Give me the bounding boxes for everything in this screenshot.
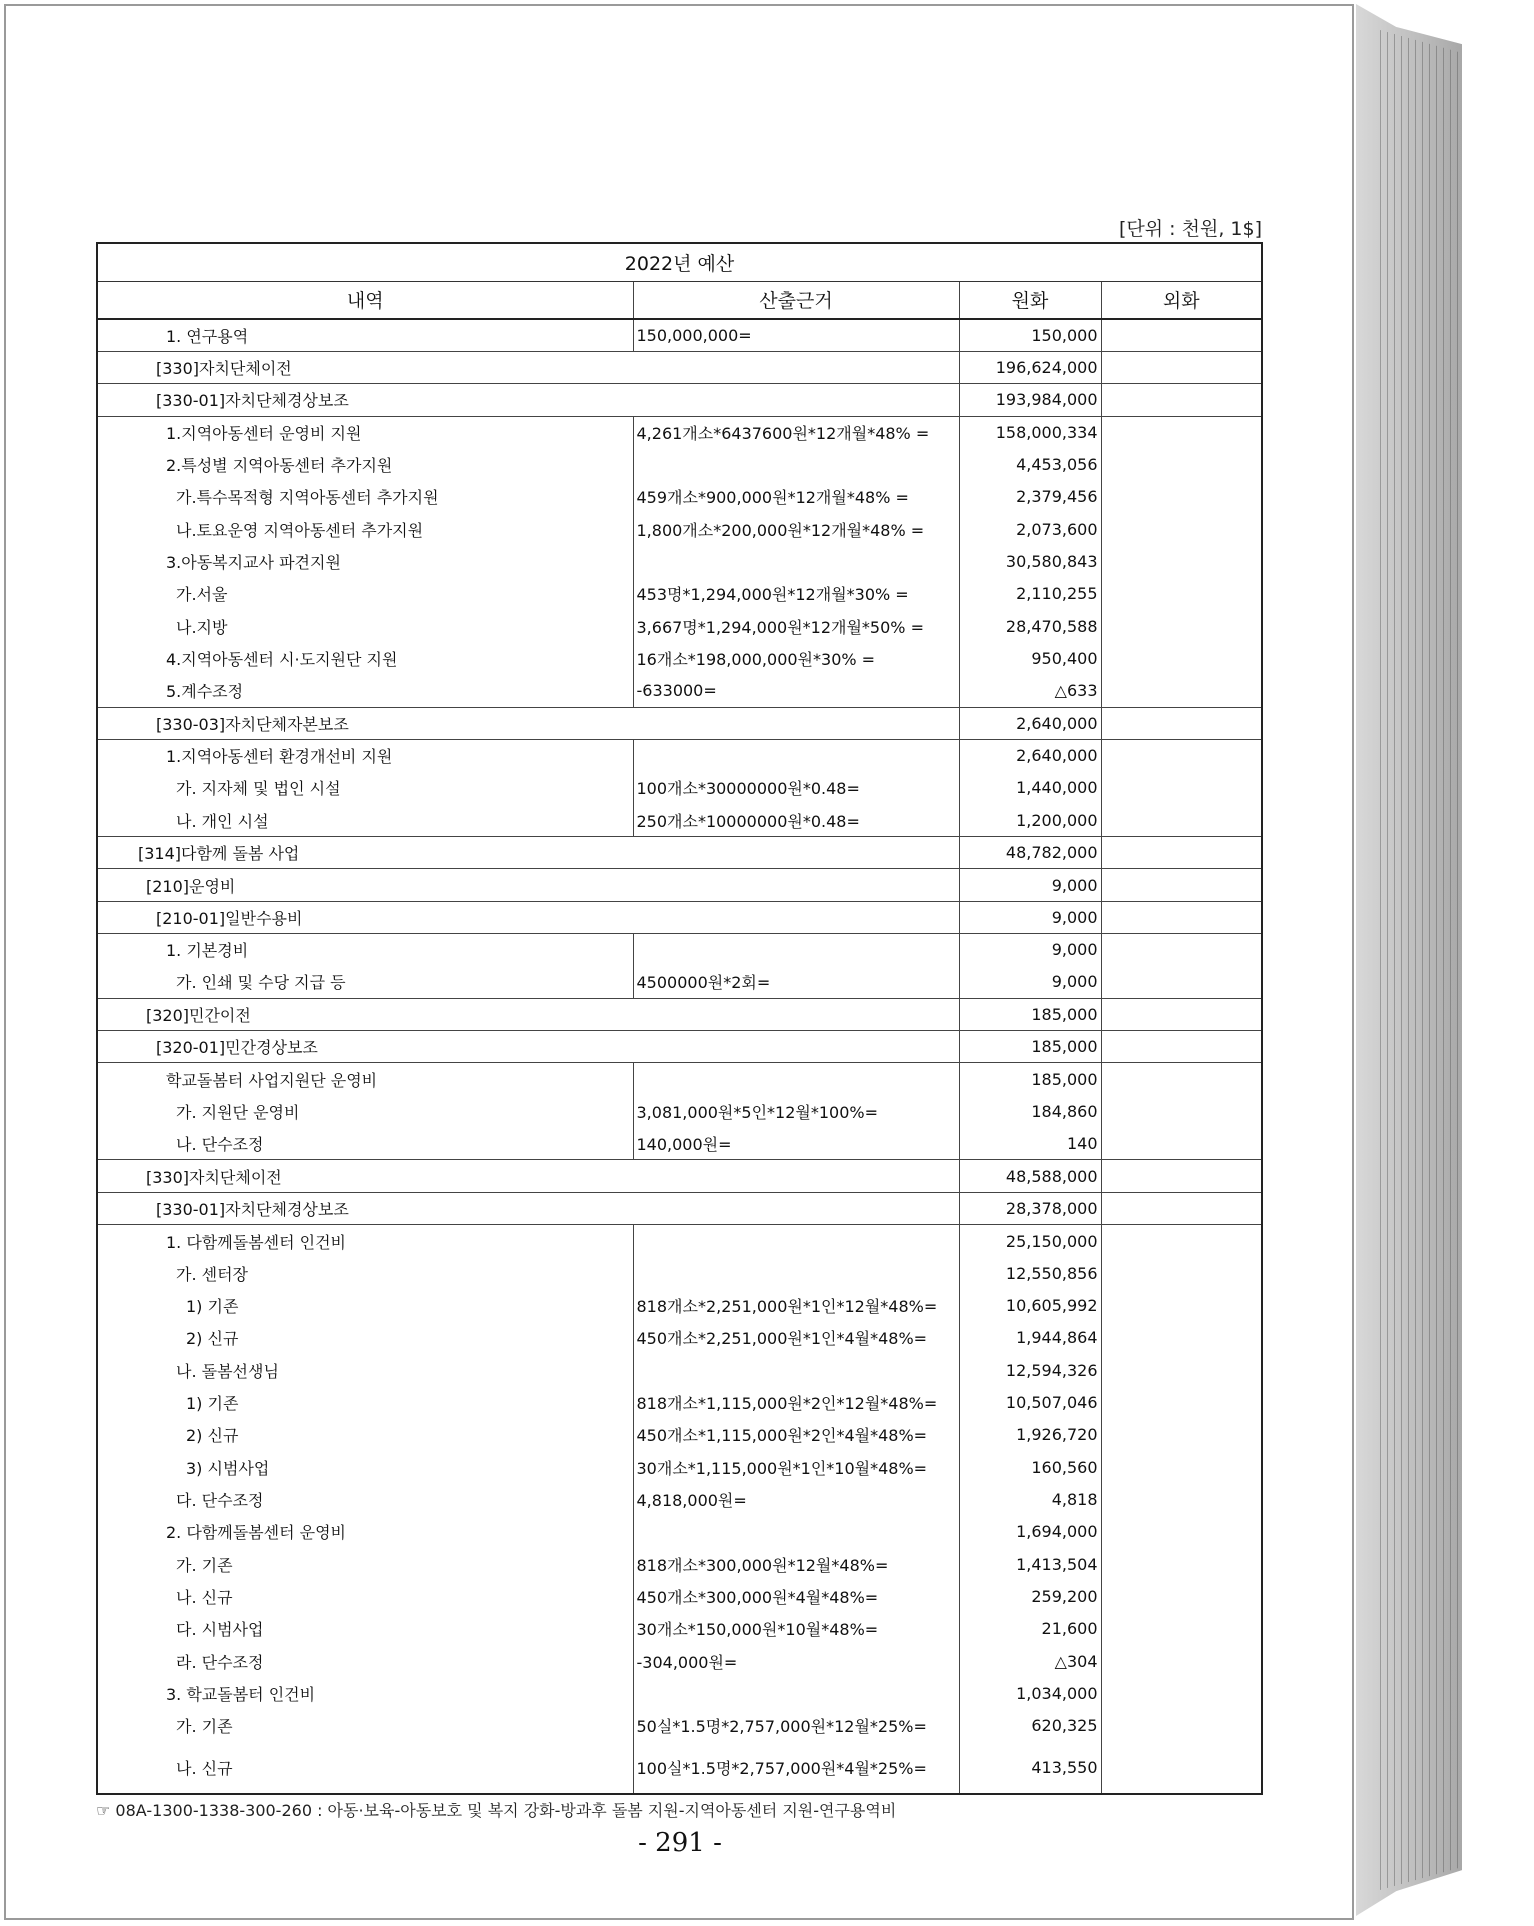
budget-table-body [97, 319, 1262, 1794]
table-row [97, 416, 1262, 448]
row-krw-amount: 9,000 [959, 901, 1101, 933]
table-row [97, 1613, 1262, 1645]
table-row [97, 1095, 1262, 1127]
row-basis: 459개소*900,000원*12개월*48% = [633, 481, 959, 513]
table-row [97, 1516, 1262, 1548]
row-foreign-amount [1101, 1225, 1262, 1257]
row-foreign-amount [1101, 837, 1262, 869]
row-basis: 1,800개소*200,000원*12개월*48% = [633, 513, 959, 545]
row-item: [320]민간이전 [97, 998, 959, 1030]
row-basis [633, 448, 959, 480]
row-foreign-amount [1101, 578, 1262, 610]
row-foreign-amount [1101, 934, 1262, 966]
row-krw-amount: 48,588,000 [959, 1160, 1101, 1192]
row-item: 2) 신규 [97, 1322, 633, 1354]
row-item: [330]자치단체이전 [97, 1160, 959, 1192]
row-foreign-amount [1101, 1419, 1262, 1451]
unit-label: [단위 : 천원, 1$] [1119, 218, 1262, 240]
row-item: 1. 연구용역 [97, 319, 633, 351]
row-item: 나.토요운영 지역아동센터 추가지원 [97, 513, 633, 545]
row-item: 가. 지원단 운영비 [97, 1095, 633, 1127]
row-foreign-amount [1101, 513, 1262, 545]
row-item: 나. 단수조정 [97, 1128, 633, 1160]
table-row [97, 1289, 1262, 1321]
table-row [97, 1451, 1262, 1483]
row-foreign-amount [1101, 448, 1262, 480]
row-foreign-amount [1101, 642, 1262, 674]
row-foreign-amount [1101, 1451, 1262, 1483]
table-row [97, 1580, 1262, 1612]
row-foreign-amount [1101, 1645, 1262, 1677]
row-krw-amount: 1,440,000 [959, 772, 1101, 804]
row-foreign-amount [1101, 1613, 1262, 1645]
table-row [97, 1742, 1262, 1794]
row-foreign-amount [1101, 1580, 1262, 1612]
row-basis: 450개소*1,115,000원*2인*4월*48%= [633, 1419, 959, 1451]
row-item: 1. 다함께돌봄센터 인건비 [97, 1225, 633, 1257]
row-krw-amount: 185,000 [959, 1063, 1101, 1095]
row-krw-amount: 2,379,456 [959, 481, 1101, 513]
table-row [97, 1160, 1262, 1192]
row-item: 가.서울 [97, 578, 633, 610]
row-foreign-amount [1101, 739, 1262, 771]
table-row [97, 481, 1262, 513]
row-item: 나. 신규 [97, 1580, 633, 1612]
row-foreign-amount [1101, 384, 1262, 416]
row-item: 2.특성별 지역아동센터 추가지원 [97, 448, 633, 480]
row-foreign-amount [1101, 772, 1262, 804]
row-krw-amount: 21,600 [959, 1613, 1101, 1645]
row-basis: 818개소*2,251,000원*1인*12월*48%= [633, 1289, 959, 1321]
row-krw-amount: 196,624,000 [959, 351, 1101, 383]
row-basis [633, 934, 959, 966]
row-item: [330]자치단체이전 [97, 351, 959, 383]
table-row [97, 901, 1262, 933]
row-krw-amount: 1,926,720 [959, 1419, 1101, 1451]
row-foreign-amount [1101, 481, 1262, 513]
col-header-krw: 원화 [959, 281, 1101, 319]
row-krw-amount: 185,000 [959, 1031, 1101, 1063]
row-krw-amount: 1,944,864 [959, 1322, 1101, 1354]
row-foreign-amount [1101, 707, 1262, 739]
table-row [97, 351, 1262, 383]
row-basis: 818개소*300,000원*12월*48%= [633, 1548, 959, 1580]
row-item: 4.지역아동센터 시·도지원단 지원 [97, 642, 633, 674]
row-krw-amount: 9,000 [959, 934, 1101, 966]
table-row [97, 675, 1262, 707]
row-item: [330-01]자치단체경상보조 [97, 384, 959, 416]
row-foreign-amount [1101, 1063, 1262, 1095]
row-item: 1) 기존 [97, 1289, 633, 1321]
row-item: 가.특수목적형 지역아동센터 추가지원 [97, 481, 633, 513]
row-item: 가. 기존 [97, 1710, 633, 1742]
row-item: 1.지역아동센터 운영비 지원 [97, 416, 633, 448]
row-basis [633, 1257, 959, 1289]
table-row [97, 998, 1262, 1030]
row-item: 다. 단수조정 [97, 1483, 633, 1515]
row-foreign-amount [1101, 416, 1262, 448]
row-krw-amount: 413,550 [959, 1742, 1101, 1794]
row-item: 1. 기본경비 [97, 934, 633, 966]
row-item: [210]운영비 [97, 869, 959, 901]
row-item: 학교돌봄터 사업지원단 운영비 [97, 1063, 633, 1095]
row-foreign-amount [1101, 1483, 1262, 1515]
row-foreign-amount [1101, 1257, 1262, 1289]
row-krw-amount: 10,507,046 [959, 1386, 1101, 1418]
row-krw-amount: 1,694,000 [959, 1516, 1101, 1548]
row-item: 라. 단수조정 [97, 1645, 633, 1677]
row-krw-amount: 2,640,000 [959, 707, 1101, 739]
row-krw-amount: 4,453,056 [959, 448, 1101, 480]
row-item: 3) 시범사업 [97, 1451, 633, 1483]
table-row [97, 1419, 1262, 1451]
row-basis: 100실*1.5명*2,757,000원*4월*25%= [633, 1742, 959, 1794]
table-row [97, 1063, 1262, 1095]
row-basis: 818개소*1,115,000원*2인*12월*48%= [633, 1386, 959, 1418]
row-foreign-amount [1101, 610, 1262, 642]
row-foreign-amount [1101, 1160, 1262, 1192]
row-krw-amount: 150,000 [959, 319, 1101, 351]
table-row [97, 1257, 1262, 1289]
row-krw-amount: 10,605,992 [959, 1289, 1101, 1321]
row-item: 2) 신규 [97, 1419, 633, 1451]
row-foreign-amount [1101, 901, 1262, 933]
row-foreign-amount [1101, 319, 1262, 351]
row-krw-amount: 184,860 [959, 1095, 1101, 1127]
table-row [97, 707, 1262, 739]
row-foreign-amount [1101, 1516, 1262, 1548]
row-foreign-amount [1101, 1386, 1262, 1418]
row-item: 3. 학교돌봄터 인건비 [97, 1677, 633, 1709]
table-row [97, 1322, 1262, 1354]
table-row [97, 513, 1262, 545]
row-item: 다. 시범사업 [97, 1613, 633, 1645]
row-item: [320-01]민간경상보조 [97, 1031, 959, 1063]
table-row [97, 545, 1262, 577]
table-row [97, 610, 1262, 642]
row-basis: 100개소*30000000원*0.48= [633, 772, 959, 804]
row-item: 2. 다함께돌봄센터 운영비 [97, 1516, 633, 1548]
budget-table [96, 242, 1263, 1795]
row-item: 나. 개인 시설 [97, 804, 633, 836]
row-basis: 250개소*10000000원*0.48= [633, 804, 959, 836]
row-krw-amount: 9,000 [959, 966, 1101, 998]
table-row [97, 772, 1262, 804]
row-item: 가. 기존 [97, 1548, 633, 1580]
row-krw-amount: 4,818 [959, 1483, 1101, 1515]
row-krw-amount: △633 [959, 675, 1101, 707]
row-basis [633, 1225, 959, 1257]
row-basis: 150,000,000= [633, 319, 959, 351]
row-basis: 16개소*198,000,000원*30% = [633, 642, 959, 674]
row-krw-amount: 30,580,843 [959, 545, 1101, 577]
row-basis [633, 1354, 959, 1386]
row-krw-amount: 2,640,000 [959, 739, 1101, 771]
row-basis: 30개소*150,000원*10월*48%= [633, 1613, 959, 1645]
table-row [97, 448, 1262, 480]
row-basis [633, 1516, 959, 1548]
row-krw-amount: 185,000 [959, 998, 1101, 1030]
row-krw-amount: 12,594,326 [959, 1354, 1101, 1386]
row-krw-amount: 160,560 [959, 1451, 1101, 1483]
footnote: ☞ 08A-1300-1338-300-260 : 아동·보육-아동보호 및 복지 강화-방과후 돌봄 지원-지역아동센터 지원-연구용역비 [96, 1801, 897, 1820]
table-row [97, 319, 1262, 351]
table-row [97, 1031, 1262, 1063]
row-krw-amount: 48,782,000 [959, 837, 1101, 869]
row-krw-amount: 140 [959, 1128, 1101, 1160]
row-basis: 450개소*2,251,000원*1인*4월*48%= [633, 1322, 959, 1354]
row-krw-amount: 1,200,000 [959, 804, 1101, 836]
row-item: 나. 돌봄선생님 [97, 1354, 633, 1386]
row-foreign-amount [1101, 998, 1262, 1030]
row-basis: 4,261개소*6437600원*12개월*48% = [633, 416, 959, 448]
row-basis [633, 739, 959, 771]
row-basis: 450개소*300,000원*4월*48%= [633, 1580, 959, 1612]
table-row [97, 966, 1262, 998]
row-basis: 4,818,000원= [633, 1483, 959, 1515]
row-item: 나. 신규 [97, 1742, 633, 1794]
row-krw-amount: 950,400 [959, 642, 1101, 674]
row-foreign-amount [1101, 351, 1262, 383]
row-foreign-amount [1101, 1289, 1262, 1321]
row-krw-amount: 9,000 [959, 869, 1101, 901]
row-foreign-amount [1101, 1742, 1262, 1794]
row-item: [210-01]일반수용비 [97, 901, 959, 933]
row-krw-amount: 25,150,000 [959, 1225, 1101, 1257]
row-foreign-amount [1101, 675, 1262, 707]
row-krw-amount: 259,200 [959, 1580, 1101, 1612]
table-row [97, 642, 1262, 674]
table-row [97, 1483, 1262, 1515]
row-foreign-amount [1101, 1354, 1262, 1386]
row-foreign-amount [1101, 1548, 1262, 1580]
row-foreign-amount [1101, 1710, 1262, 1742]
table-row [97, 1128, 1262, 1160]
row-krw-amount: 2,073,600 [959, 513, 1101, 545]
row-krw-amount: 2,110,255 [959, 578, 1101, 610]
row-item: 나.지방 [97, 610, 633, 642]
row-item: [330-03]자치단체자본보조 [97, 707, 959, 739]
row-foreign-amount [1101, 966, 1262, 998]
row-foreign-amount [1101, 1031, 1262, 1063]
row-basis [633, 545, 959, 577]
row-basis: 140,000원= [633, 1128, 959, 1160]
page-stack-lines [1380, 30, 1460, 1890]
row-foreign-amount [1101, 1128, 1262, 1160]
table-row [97, 934, 1262, 966]
row-basis [633, 1063, 959, 1095]
row-foreign-amount [1101, 1677, 1262, 1709]
table-row [97, 804, 1262, 836]
row-basis: -304,000원= [633, 1645, 959, 1677]
row-foreign-amount [1101, 1095, 1262, 1127]
table-row [97, 1645, 1262, 1677]
row-item: 가. 지자체 및 법인 시설 [97, 772, 633, 804]
row-krw-amount: 1,413,504 [959, 1548, 1101, 1580]
row-krw-amount: 28,470,588 [959, 610, 1101, 642]
row-basis: 30개소*1,115,000원*1인*10월*48%= [633, 1451, 959, 1483]
row-item: 5.계수조정 [97, 675, 633, 707]
row-basis: 50실*1.5명*2,757,000원*12월*25%= [633, 1710, 959, 1742]
row-basis: -633000= [633, 675, 959, 707]
table-row [97, 1677, 1262, 1709]
row-basis: 3,667명*1,294,000원*12개월*50% = [633, 610, 959, 642]
row-krw-amount: 193,984,000 [959, 384, 1101, 416]
row-krw-amount: 1,034,000 [959, 1677, 1101, 1709]
row-krw-amount: 158,000,334 [959, 416, 1101, 448]
row-foreign-amount [1101, 804, 1262, 836]
row-item: [330-01]자치단체경상보조 [97, 1192, 959, 1224]
row-item: 가. 인쇄 및 수당 지급 등 [97, 966, 633, 998]
table-row [97, 1710, 1262, 1742]
row-item: 1.지역아동센터 환경개선비 지원 [97, 739, 633, 771]
table-row [97, 1548, 1262, 1580]
row-krw-amount: 28,378,000 [959, 1192, 1101, 1224]
row-krw-amount: △304 [959, 1645, 1101, 1677]
row-foreign-amount [1101, 1192, 1262, 1224]
table-row [97, 837, 1262, 869]
page-number: - 291 - [638, 1828, 722, 1858]
row-item: [314]다함께 돌봄 사업 [97, 837, 959, 869]
table-row [97, 1386, 1262, 1418]
table-row [97, 869, 1262, 901]
col-header-basis: 산출근거 [633, 281, 959, 319]
row-item: 3.아동복지교사 파견지원 [97, 545, 633, 577]
row-krw-amount: 12,550,856 [959, 1257, 1101, 1289]
col-header-item: 내역 [97, 281, 633, 319]
row-foreign-amount [1101, 545, 1262, 577]
row-krw-amount: 620,325 [959, 1710, 1101, 1742]
row-item: 가. 센터장 [97, 1257, 633, 1289]
row-basis [633, 1677, 959, 1709]
row-foreign-amount [1101, 869, 1262, 901]
table-title: 2022년 예산 [97, 243, 1262, 281]
col-header-foreign: 외화 [1101, 281, 1262, 319]
table-row [97, 739, 1262, 771]
row-basis: 3,081,000원*5인*12월*100%= [633, 1095, 959, 1127]
row-basis: 4500000원*2회= [633, 966, 959, 998]
row-item: 1) 기존 [97, 1386, 633, 1418]
row-basis: 453명*1,294,000원*12개월*30% = [633, 578, 959, 610]
row-foreign-amount [1101, 1322, 1262, 1354]
table-row [97, 578, 1262, 610]
table-row [97, 1192, 1262, 1224]
table-row [97, 1225, 1262, 1257]
table-row [97, 384, 1262, 416]
table-row [97, 1354, 1262, 1386]
